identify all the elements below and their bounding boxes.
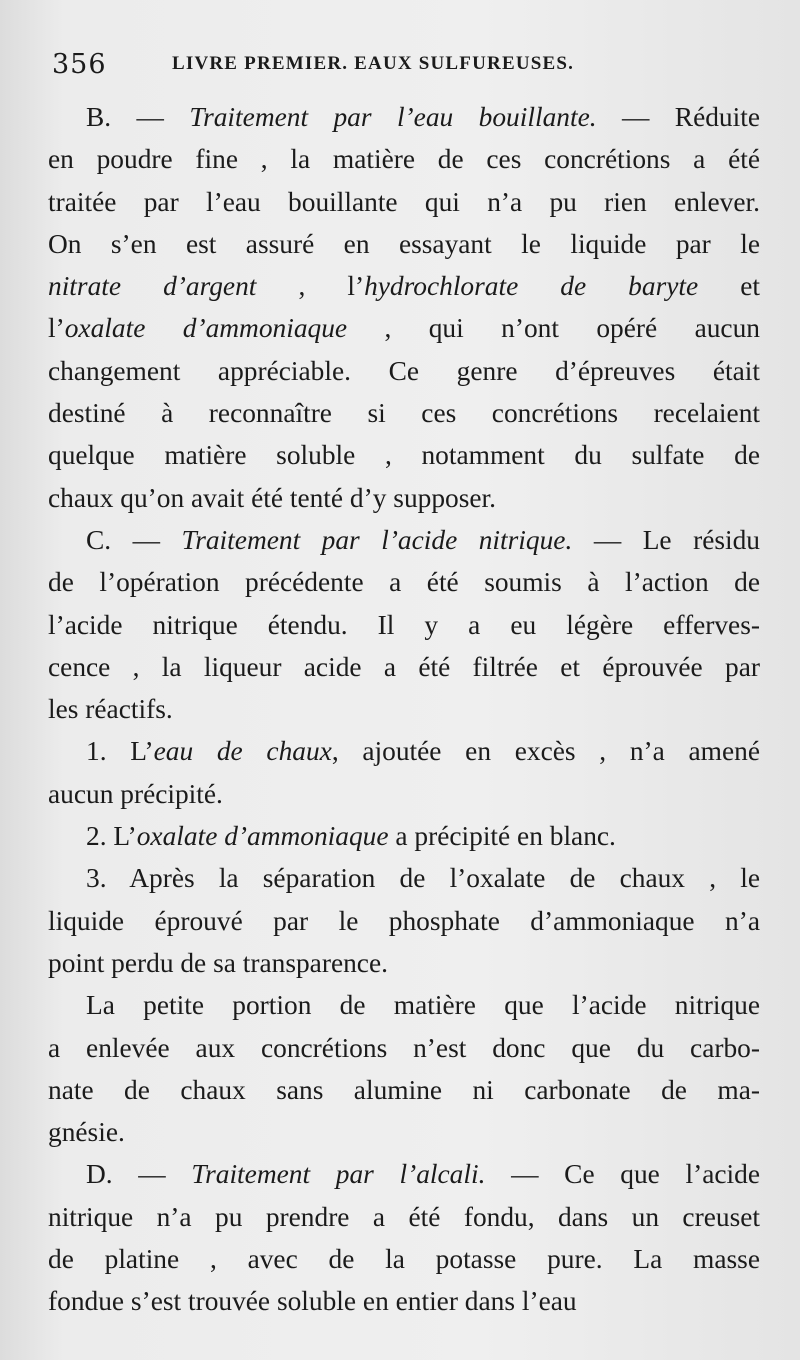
text-run: chaux qu’on avait été tenté d’y supposer. bbox=[48, 482, 496, 513]
paragraph-conclusion bbox=[48, 984, 760, 1153]
list-item-1 bbox=[48, 730, 760, 815]
text-line bbox=[48, 942, 760, 984]
text-line bbox=[48, 1069, 760, 1111]
running-title: LIVRE PREMIER. EAUX SULFUREUSES. bbox=[172, 53, 575, 74]
text-run: nitrique n’a pu prendre a été fondu, dans un creuset bbox=[48, 1201, 760, 1232]
paragraph-c bbox=[48, 519, 760, 730]
text-line bbox=[48, 350, 760, 392]
text-run: changement appréciable. Ce genre d’épreuves était bbox=[48, 355, 760, 386]
text-run: traitée par l’eau bouillante qui n’a pu rien enlever. bbox=[48, 186, 760, 217]
text-run: 1. L’ bbox=[86, 736, 154, 767]
text-run: en poudre fine , la matière de ces concrétions a été bbox=[48, 144, 760, 175]
italic-text: nitrate d’argent bbox=[48, 271, 257, 302]
text-run: , ajoutée en excès , n’a amené bbox=[331, 736, 760, 767]
text-run: aucun précipité. bbox=[48, 778, 223, 809]
text-line bbox=[48, 730, 760, 772]
list-item-3 bbox=[48, 857, 760, 984]
text-line bbox=[48, 96, 760, 138]
text-line bbox=[48, 477, 760, 519]
text-line bbox=[48, 434, 760, 476]
text-run: de platine , avec de la potasse pure. La masse bbox=[48, 1244, 760, 1275]
text-run: nate de chaux sans alumine ni carbonate de ma- bbox=[48, 1074, 760, 1105]
text-line bbox=[48, 181, 760, 223]
text-run: destiné à reconnaître si ces concrétions recelaient bbox=[48, 398, 760, 429]
italic-text: eau de chaux bbox=[153, 736, 332, 767]
text-run: de l’opération précédente a été soumis à l’action de bbox=[48, 567, 760, 598]
text-line bbox=[48, 857, 760, 899]
italic-text: hydrochlorate de baryte bbox=[364, 271, 699, 302]
italic-text: Traitement par l’acide nitrique. bbox=[181, 524, 573, 555]
text-line bbox=[48, 1238, 760, 1280]
text-run: , qui n’ont opéré aucun bbox=[347, 313, 760, 344]
text-run: B. — bbox=[86, 102, 190, 132]
text-run: , l’ bbox=[256, 271, 365, 302]
text-run: 2. L’ bbox=[86, 821, 137, 852]
text-line bbox=[48, 646, 760, 688]
text-run: a précipité en blanc. bbox=[388, 821, 616, 852]
italic-text: oxalate d’ammoniaque bbox=[136, 821, 389, 852]
text-line bbox=[48, 1280, 760, 1322]
text-line bbox=[48, 604, 760, 646]
text-line bbox=[48, 138, 760, 180]
text-line bbox=[48, 392, 760, 434]
text-run: point perdu de sa transparence. bbox=[48, 947, 388, 978]
paragraph-b bbox=[48, 96, 760, 519]
text-line bbox=[48, 1027, 760, 1069]
text-run: D. — bbox=[86, 1159, 192, 1190]
text-run: l’acide nitrique étendu. Il y a eu légère efferves- bbox=[48, 609, 760, 640]
text-line bbox=[48, 773, 760, 815]
text-line bbox=[48, 265, 760, 307]
text-line bbox=[48, 815, 760, 857]
text-line bbox=[48, 1111, 760, 1153]
italic-text: oxalate d’ammoniaque bbox=[64, 313, 348, 344]
list-item-2 bbox=[48, 815, 760, 857]
text-line bbox=[48, 900, 760, 942]
text-run: quelque matière soluble , notamment du sulfate de bbox=[48, 440, 760, 471]
text-run: — Réduite bbox=[596, 102, 761, 132]
text-line bbox=[48, 1153, 760, 1195]
paragraph-d bbox=[48, 1153, 760, 1322]
text-run: fondue s’est trouvée soluble en entier dans l’eau bbox=[48, 1286, 577, 1317]
italic-text: Traitement par l’eau bouillante. bbox=[189, 102, 597, 132]
text-line bbox=[48, 223, 760, 265]
text-line bbox=[48, 1196, 760, 1238]
text-line bbox=[48, 984, 760, 1026]
text-run: C. — bbox=[86, 524, 182, 555]
page-number: 356 bbox=[52, 48, 107, 80]
text-line bbox=[48, 307, 760, 349]
text-line bbox=[48, 688, 760, 730]
text-run: et bbox=[698, 271, 760, 302]
text-run: — Ce que l’acide bbox=[485, 1159, 761, 1190]
italic-text: Traitement par l’alcali. bbox=[191, 1159, 486, 1190]
text-run: a enlevée aux concrétions n’est donc que du carbo- bbox=[48, 1032, 760, 1063]
page-body bbox=[48, 96, 760, 1323]
text-line bbox=[48, 519, 760, 561]
text-run: liquide éprouvé par le phosphate d’ammoniaque n’a bbox=[48, 905, 760, 936]
text-line bbox=[48, 561, 760, 603]
text-run: les réactifs. bbox=[48, 694, 173, 725]
text-run: cence , la liqueur acide a été filtrée et éprouvée par bbox=[48, 651, 760, 682]
text-run: gnésie. bbox=[48, 1117, 125, 1148]
text-run: La petite portion de matière que l’acide nitrique bbox=[86, 990, 760, 1021]
text-run: l’ bbox=[48, 313, 65, 344]
text-run: — Le résidu bbox=[572, 524, 761, 555]
text-run: 3. Après la séparation de l’oxalate de chaux , le bbox=[86, 863, 760, 894]
page-header bbox=[52, 44, 752, 84]
text-run: On s’en est assuré en essayant le liquide par le bbox=[48, 228, 760, 259]
